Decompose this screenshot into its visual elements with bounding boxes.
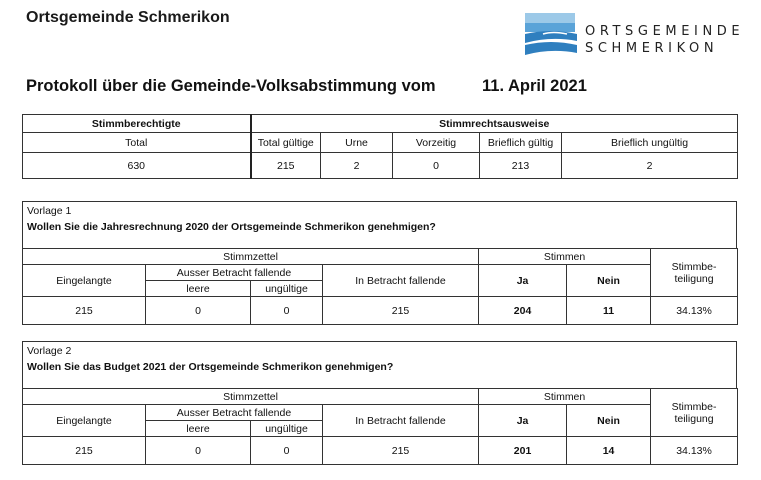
column-label: Brieflich gültig [480,133,562,153]
vote-date: 11. April 2021 [482,77,587,95]
eingelangte-value: 215 [23,437,146,465]
logo-emblem-icon [523,12,579,58]
vorlage-1-box [22,201,737,249]
page-title: Protokoll über die Gemeinde-Volksabstimmung vom [26,77,436,95]
column-label: Brieflich ungültig [562,133,738,153]
column-value: 213 [480,153,562,179]
beteiligung-value: 34.13% [651,297,738,325]
nein-label: Nein [567,265,651,297]
summary-table [22,114,738,179]
eingelangte-value: 215 [23,297,146,325]
nein-value: 11 [567,297,651,325]
column-value: 2 [562,153,738,179]
leere-label: leere [146,421,251,437]
in-betracht-value: 215 [323,297,479,325]
in-betracht-label: In Betracht fallende [323,405,479,437]
stimmberechtigte-header: Stimmberechtigte [23,115,251,133]
logo-text-line1: ORTSGEMEINDE [585,24,745,39]
stimmen-header: Stimmen [479,249,651,265]
vorlage-question: Wollen Sie die Jahresrechnung 2020 der Ortsgemeinde Schmerikon genehmigen? [27,221,436,233]
vorlage-question: Wollen Sie das Budget 2021 der Ortsgemeinde Schmerikon genehmigen? [27,361,394,373]
logo-text-line2: SCHMERIKON [585,41,719,56]
ungueltige-label: ungültige [251,421,323,437]
leere-label: leere [146,281,251,297]
beteiligung-header: Stimmbe-teiligung [651,249,738,297]
stimmen-header: Stimmen [479,389,651,405]
nein-label: Nein [567,405,651,437]
municipality-name: Ortsgemeinde Schmerikon [26,9,230,26]
stimmrechtsausweise-header: Stimmrechtsausweise [251,115,738,133]
vorlage-1-results-table [22,248,738,325]
ja-value: 201 [479,437,567,465]
column-value: 0 [393,153,480,179]
ja-value: 204 [479,297,567,325]
column-label: Vorzeitig [393,133,480,153]
column-label: Total gültige [251,133,321,153]
ungueltige-value: 0 [251,437,323,465]
total-value: 630 [23,153,251,179]
in-betracht-label: In Betracht fallende [323,265,479,297]
stimmzettel-header: Stimmzettel [23,249,479,265]
vorlage-2-results-table [22,388,738,465]
column-label: Urne [321,133,393,153]
ja-label: Ja [479,265,567,297]
in-betracht-value: 215 [323,437,479,465]
ungueltige-label: ungültige [251,281,323,297]
vorlage-number: Vorlage 1 [27,205,72,217]
total-label: Total [23,133,251,153]
ja-label: Ja [479,405,567,437]
vorlage-number: Vorlage 2 [27,345,72,357]
ausser-betracht-label: Ausser Betracht fallende [146,265,323,281]
column-value: 2 [321,153,393,179]
beteiligung-header: Stimmbe-teiligung [651,389,738,437]
column-value: 215 [251,153,321,179]
ungueltige-value: 0 [251,297,323,325]
municipality-logo [523,12,755,60]
leere-value: 0 [146,297,251,325]
stimmzettel-header: Stimmzettel [23,389,479,405]
beteiligung-value: 34.13% [651,437,738,465]
vorlage-2-box [22,341,737,389]
ausser-betracht-label: Ausser Betracht fallende [146,405,323,421]
nein-value: 14 [567,437,651,465]
leere-value: 0 [146,437,251,465]
eingelangte-label: Eingelangte [23,265,146,297]
eingelangte-label: Eingelangte [23,405,146,437]
